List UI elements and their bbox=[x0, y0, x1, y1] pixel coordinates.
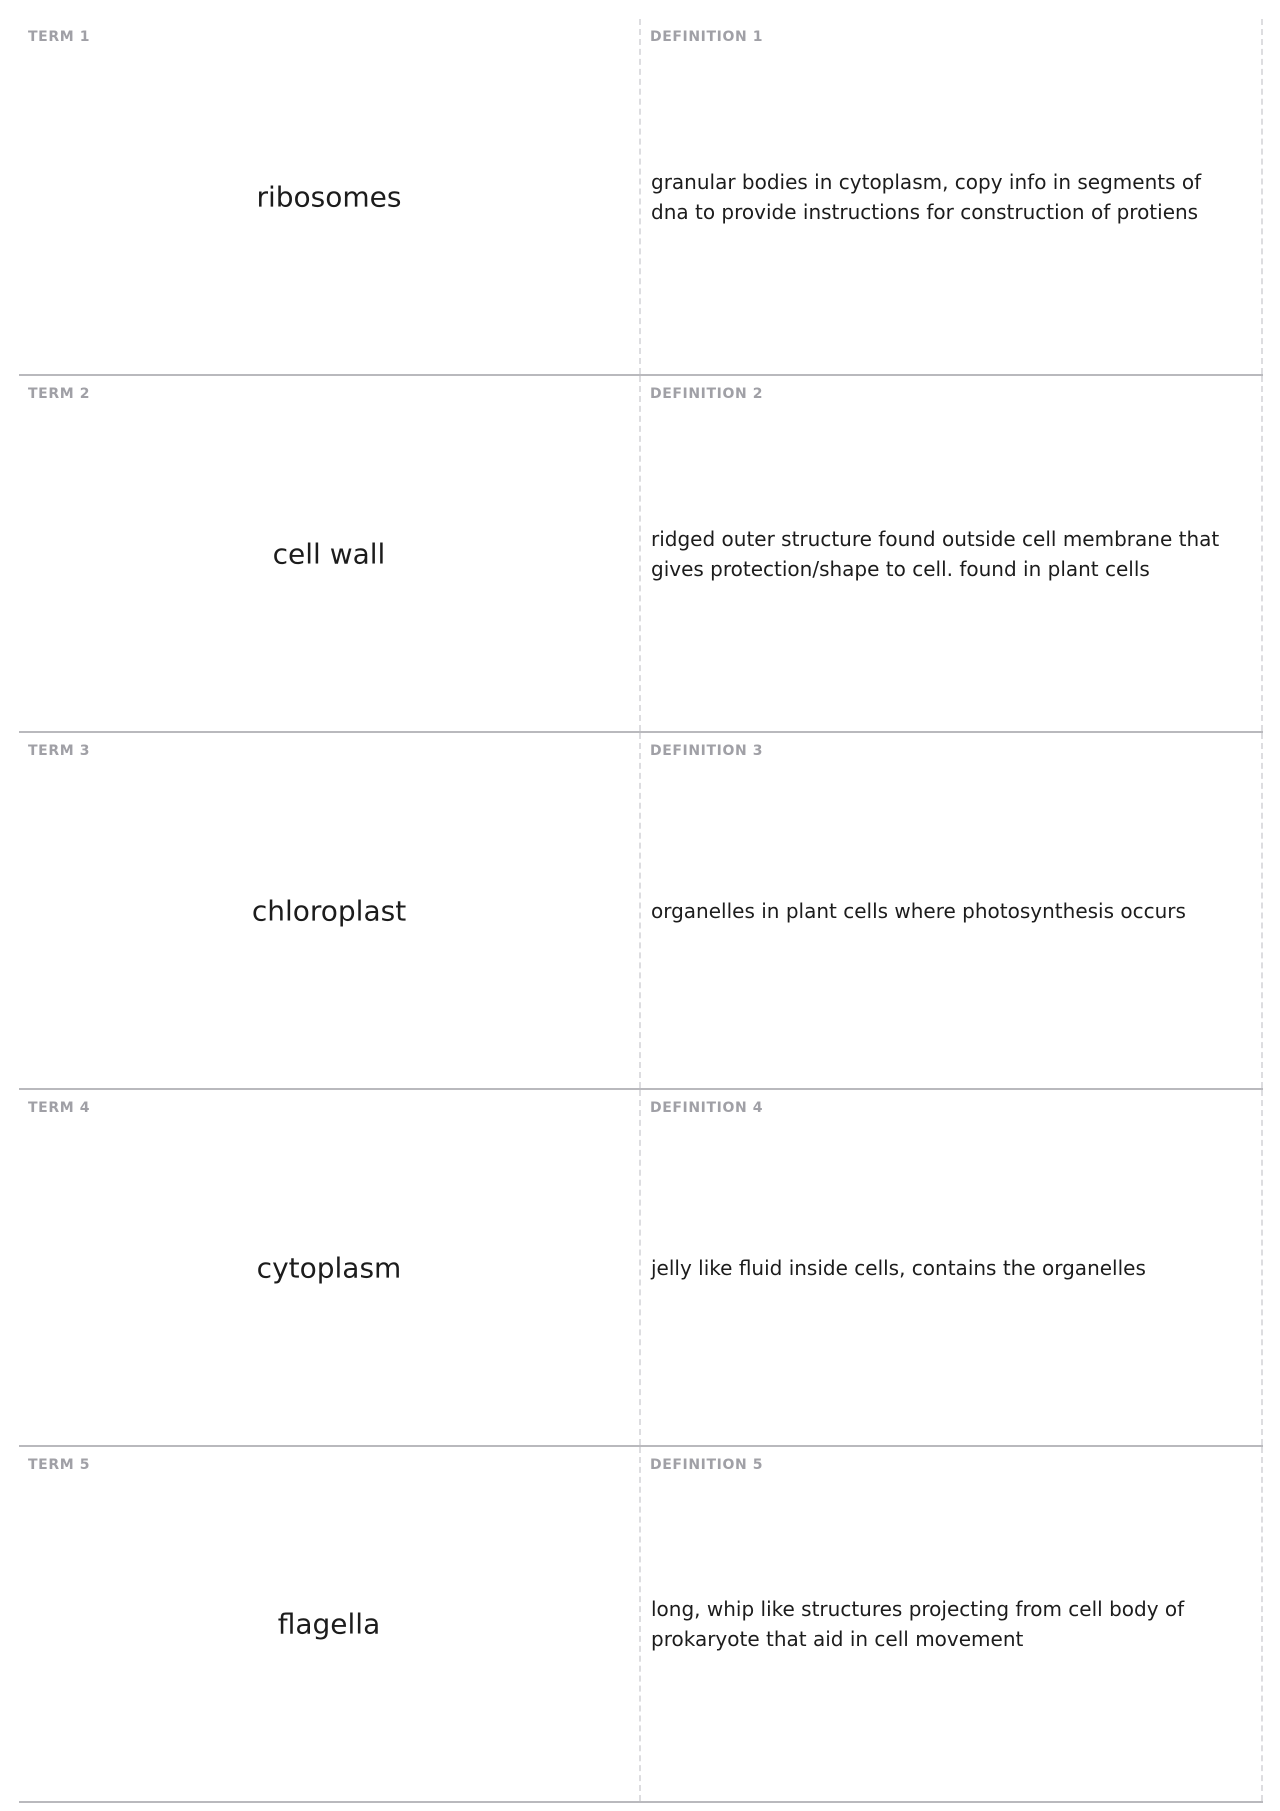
definition-text-1: granular bodies in cytoplasm, copy info in segments of dna to provide instructions for construction of protiens bbox=[651, 169, 1202, 224]
term-label-5: TERM 5 bbox=[28, 1457, 91, 1473]
definition-label-1: DEFINITION 1 bbox=[650, 29, 764, 45]
term-label-3: TERM 3 bbox=[28, 743, 91, 759]
definition-label-3: DEFINITION 3 bbox=[650, 743, 764, 759]
term-text-3: chloroplast bbox=[251, 894, 407, 927]
definition-label-4: DEFINITION 4 bbox=[650, 1100, 764, 1116]
definition-label-5: DEFINITION 5 bbox=[650, 1457, 764, 1473]
definition-cell-5 bbox=[641, 1447, 1263, 1801]
term-label-1: TERM 1 bbox=[28, 29, 91, 45]
definition-cell-2 bbox=[641, 376, 1263, 731]
flashcard-row-1 bbox=[19, 19, 1263, 376]
definition-text-2: ridged outer structure found outside cell membrane that gives protection/shape to cell. found in plant cells bbox=[651, 526, 1220, 581]
term-cell-2 bbox=[19, 376, 641, 731]
term-cell-4 bbox=[19, 1090, 641, 1445]
definition-text-4: jelly like fluid inside cells, contains the organelles bbox=[651, 1255, 1146, 1280]
flashcard-row-4 bbox=[19, 1090, 1263, 1447]
definition-text-5: long, whip like structures projecting from cell body of prokaryote that aid in cell movement bbox=[651, 1597, 1185, 1651]
term-cell-1 bbox=[19, 19, 641, 374]
flashcard-row-3 bbox=[19, 733, 1263, 1090]
flashcard-row-5 bbox=[19, 1447, 1263, 1803]
flashcard-row-2 bbox=[19, 376, 1263, 733]
term-text-4: cytoplasm bbox=[256, 1251, 402, 1284]
term-label-4: TERM 4 bbox=[28, 1100, 91, 1116]
term-text-2: cell wall bbox=[272, 537, 386, 570]
definition-text-3: organelles in plant cells where photosynthesis occurs bbox=[651, 898, 1186, 923]
term-label-2: TERM 2 bbox=[28, 386, 91, 402]
term-text-5: flagella bbox=[277, 1607, 381, 1641]
flashcard-sheet bbox=[19, 19, 1263, 1803]
definition-cell-4 bbox=[641, 1090, 1263, 1445]
definition-cell-3 bbox=[641, 733, 1263, 1088]
term-cell-5 bbox=[19, 1447, 641, 1801]
term-text-1: ribosomes bbox=[256, 180, 402, 213]
definition-label-2: DEFINITION 2 bbox=[650, 386, 764, 402]
term-cell-3 bbox=[19, 733, 641, 1088]
definition-cell-1 bbox=[641, 19, 1263, 374]
